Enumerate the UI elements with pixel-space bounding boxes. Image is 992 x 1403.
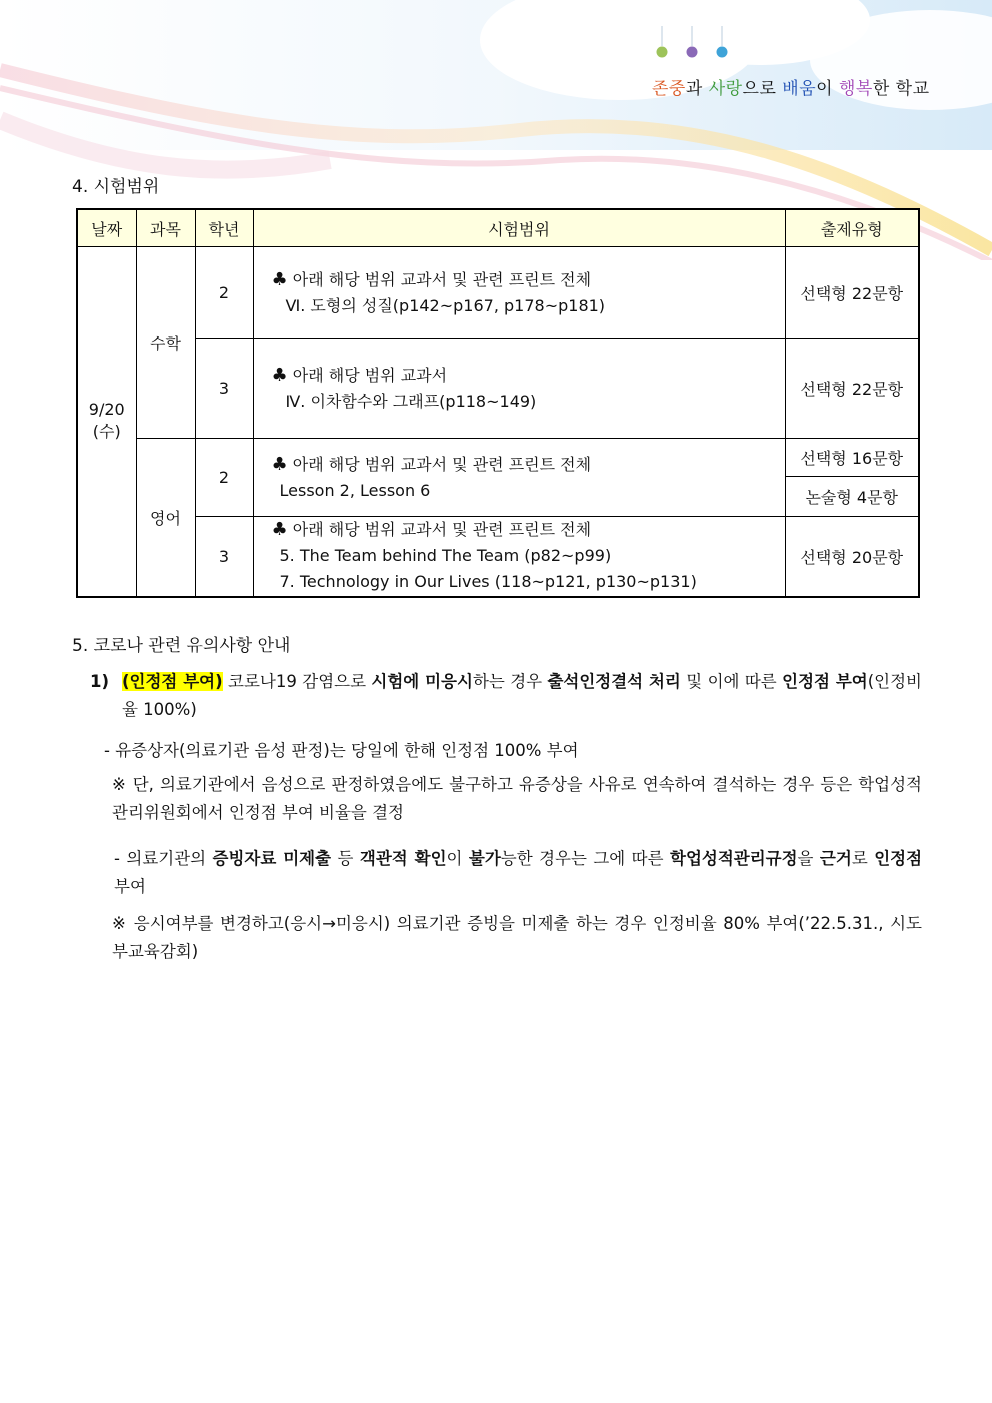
header-subject: 과목 [136,209,195,247]
type-cell: 선택형 16문항 [785,439,919,477]
header-date: 날짜 [77,209,136,247]
type-cell: 선택형 20문항 [785,517,919,597]
blue-dot-icon [717,47,728,58]
notice-dash-2: - 의료기관의 증빙자료 미제출 등 객관적 확인이 불가능한 경우는 그에 따른 학업성적관리규정을 근거로 인정점 부여 [114,849,923,896]
scope-cell: ♣ 아래 해당 범위 교과서 Ⅳ. 이차함수와 그래프(p118~149) [253,339,785,439]
subject-math: 수학 [136,247,195,439]
header-type: 출제유형 [785,209,919,247]
scope-cell: ♣ 아래 해당 범위 교과서 및 관련 프린트 전체 Lesson 2, Lesson 6 [253,439,785,517]
green-dot-icon [657,47,668,58]
notice-note-1: ※ 단, 의료기관에서 음성으로 판정하였음에도 불구하고 유증상을 사유로 연속하여 결석하는 경우 등은 학업성적관리위원회에서 인정점 부여 비율을 결정 [112,775,922,822]
notice-item-1: 1) (인정점 부여) 코로나19 감염으로 시험에 미응시하는 경우 출석인정결석 처리 및 이에 따른 인정점 부여(인정비율 100%) [90,672,922,719]
section-4-title: 4. 시험범위 [72,177,160,197]
notice-note-2: ※ 응시여부를 변경하고(응시→미응시) 의료기관 증빙을 미제출 하는 경우 인정비율 80% 부여(’22.5.31., 시도 부교육감회) [112,914,922,961]
scope-cell: ♣ 아래 해당 범위 교과서 및 관련 프린트 전체 5. The Team behind The Team (p82~p99) 7. Technology in Our Lives (118~p121, p130~p131) [253,517,785,597]
grade-cell: 3 [195,339,253,439]
grade-cell: 2 [195,439,253,517]
club-icon: ♣ [271,268,288,290]
type-cell: 선택형 22문항 [785,247,919,339]
exam-scope-table [76,208,920,598]
exam-date: 9/20 (수) [77,247,136,597]
subject-english: 영어 [136,439,195,597]
type-cell: 선택형 22문항 [785,339,919,439]
section-5-title: 5. 코로나 관련 유의사항 안내 [72,636,291,656]
school-slogan: 존중과 사랑으로 배움이 행복한 학교 [652,79,930,99]
purple-dot-icon [687,47,698,58]
club-icon: ♣ [271,364,288,386]
grade-cell: 2 [195,247,253,339]
type-cell: 논술형 4문항 [785,477,919,517]
club-icon: ♣ [271,519,288,541]
header-scope: 시험범위 [253,209,785,247]
scope-cell: ♣ 아래 해당 범위 교과서 및 관련 프린트 전체 Ⅵ. 도형의 성질(p142~p167, p178~p181) [253,247,785,339]
highlight-label: (인정점 부여) [122,672,223,691]
club-icon: ♣ [271,453,288,475]
decorative-dots [652,24,742,64]
header-grade: 학년 [195,209,253,247]
notice-dash-1: - 유증상자(의료기관 음성 판정)는 당일에 한해 인정점 100% 부여 [104,741,579,760]
grade-cell: 3 [195,517,253,597]
